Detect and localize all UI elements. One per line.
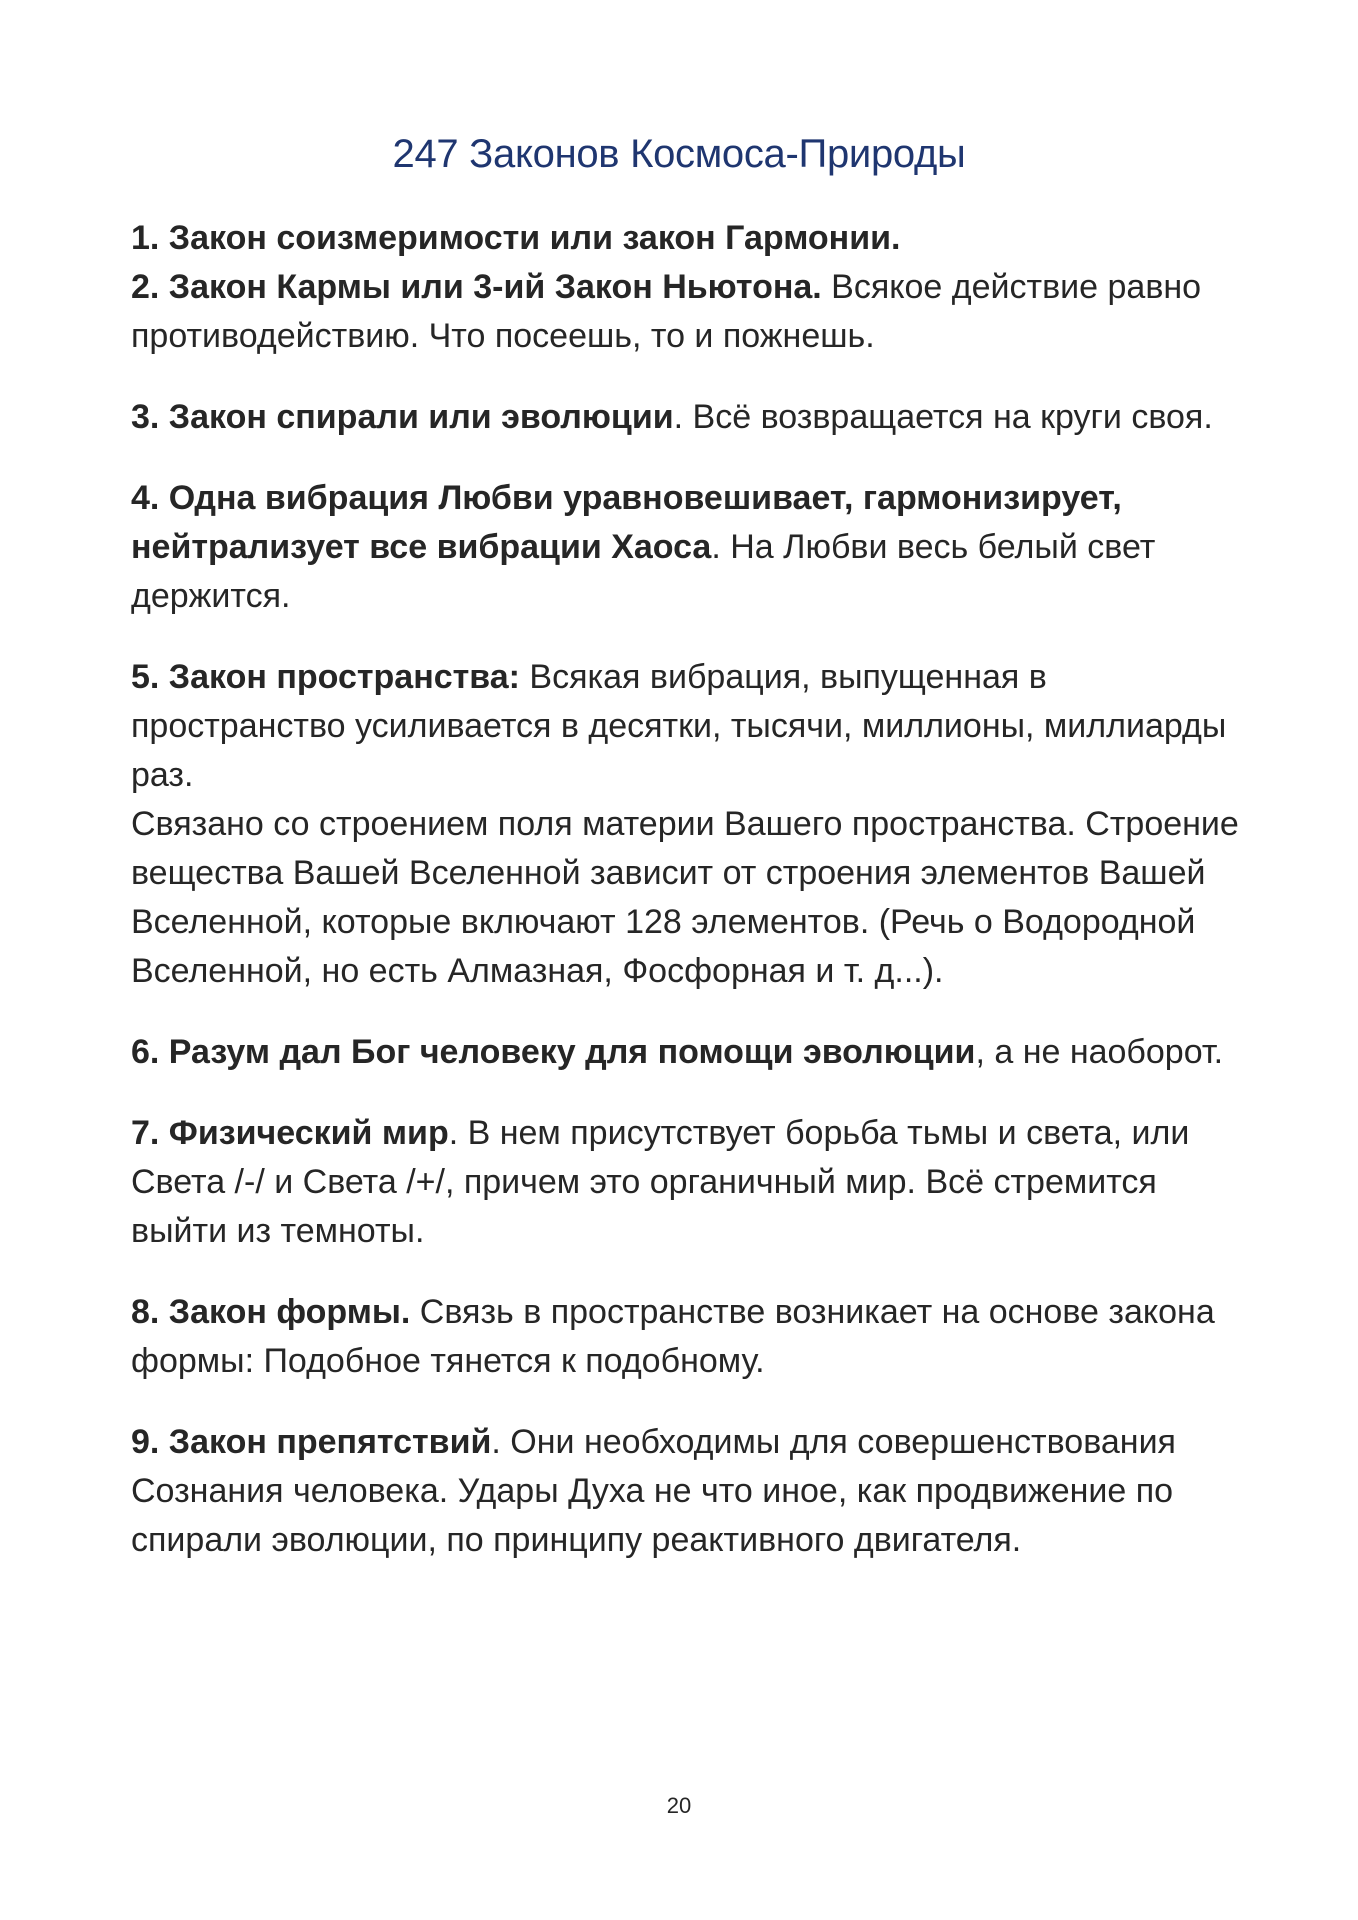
law-item-1 xyxy=(131,214,1241,263)
laws-list xyxy=(131,214,1241,1597)
law-heading: 5. Закон пространства: xyxy=(131,658,520,696)
law-item-8 xyxy=(131,1288,1241,1386)
page-number: 20 xyxy=(666,1793,692,1818)
law-heading: 7. Физический мир xyxy=(131,1114,449,1152)
law-item-4 xyxy=(131,474,1241,621)
law-text: Всякое действие равно противодействию. Что посеешь, то и пожнешь. xyxy=(131,268,1202,355)
law-heading: 2. Закон Кармы или 3-ий Закон Ньютона. xyxy=(131,268,822,306)
law-text: Всякая вибрация, выпущенная в пространство усиливается в десятки, тысячи, миллионы, миллиарды раз. xyxy=(131,658,1227,794)
law-heading: 8. Закон формы. xyxy=(131,1293,411,1331)
law-heading: 4. Одна вибрация Любви уравновешивает, гармонизирует, нейтрализует все вибрации Хаоса xyxy=(131,479,1122,566)
page-title: 247 Законов Космоса-Природы xyxy=(392,132,966,176)
law-heading: 3. Закон спирали или эволюции xyxy=(131,398,674,436)
law-item-5 xyxy=(131,653,1241,996)
law-extra-paragraph: Связано со строением поля материи Вашего пространства. Строение вещества Вашей Вселенной зависит от строения элементов Вашей Вселенной, которые включают 128 элементов. (Речь о Водородной Вселенной, но есть Алмазная, Фосфорная и т. д...). xyxy=(131,805,1239,990)
law-item-9 xyxy=(131,1418,1241,1565)
law-heading: 9. Закон препятствий xyxy=(131,1423,492,1461)
law-item-6 xyxy=(131,1028,1241,1077)
law-text: Связь в пространстве возникает на основе закона формы: Подобное тянется к подобному. xyxy=(131,1293,1215,1380)
law-text: . Всё возвращается на круги своя. xyxy=(673,398,1213,436)
law-heading: 6. Разум дал Бог человеку для помощи эволюции xyxy=(131,1033,976,1071)
law-text: . Они необходимы для совершенствования Сознания человека. Удары Духа не что иное, как продвижение по спирали эволюции, по принципу реактивного двигателя. xyxy=(131,1423,1176,1559)
law-text: . На Любви весь белый свет держится. xyxy=(131,528,1156,615)
law-item-3 xyxy=(131,393,1241,442)
law-item-7 xyxy=(131,1109,1241,1256)
law-heading: 1. Закон соизмеримости или закон Гармонии. xyxy=(131,219,901,257)
law-paragraph xyxy=(131,653,1241,800)
law-item-2 xyxy=(131,263,1241,361)
law-text: , а не наоборот. xyxy=(975,1033,1224,1071)
law-text: . В нем присутствует борьба тьмы и света, или Света /-/ и Света /+/, причем это органичный мир. Всё стремится выйти из темноты. xyxy=(131,1114,1190,1250)
